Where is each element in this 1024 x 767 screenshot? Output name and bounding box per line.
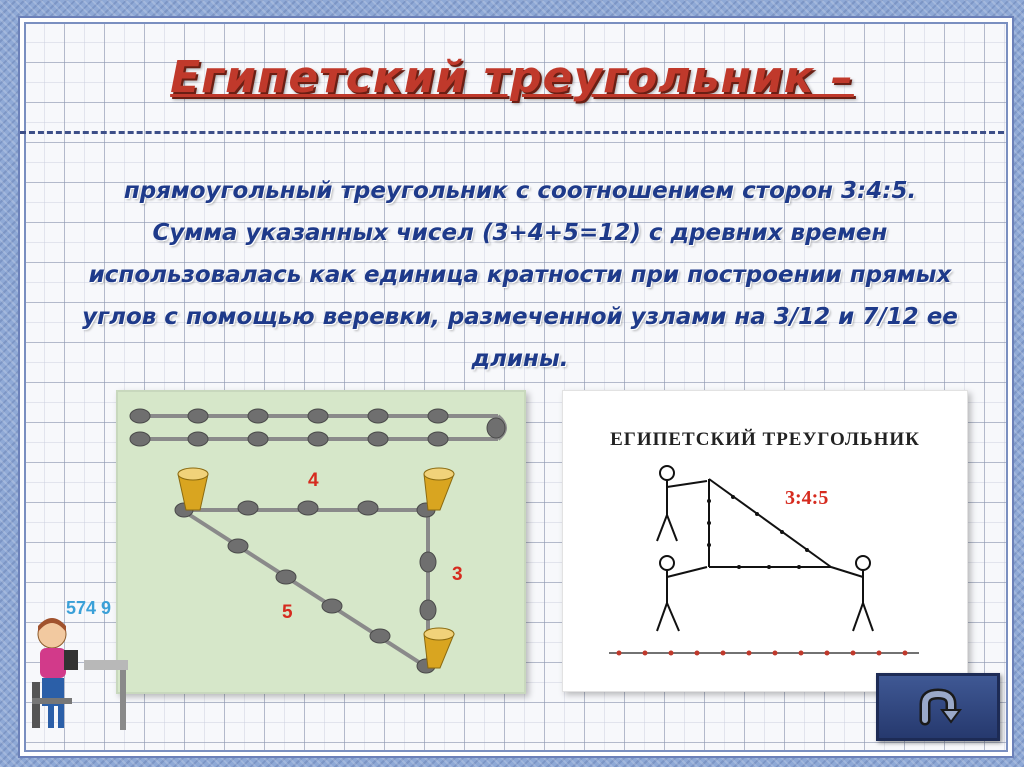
student-decoration	[24, 592, 128, 732]
diagram-title: ЕГИПЕТСКИЙ ТРЕУГОЛЬНИК	[610, 429, 920, 450]
diagram-drawing	[563, 391, 967, 691]
side-label-4: 4	[308, 470, 319, 491]
u-turn-arrow-icon	[879, 676, 997, 738]
side-label-3: 3	[452, 564, 463, 585]
floating-digits: 574 9	[66, 598, 112, 618]
student-icon	[24, 592, 128, 732]
rope-triangle-image	[116, 390, 526, 694]
slide-description: прямоугольный треугольник с соотношением сторон 3:4:5. Сумма указанных чисел (3+4+5=12) с древних времен использовалась как единица кратности при построении прямых углов с помощью веревки, размеченной узлами на 3/12 и 7/12 ее длины.	[82, 178, 958, 372]
egyptian-triangle-diagram	[562, 390, 968, 692]
title-divider	[20, 131, 1004, 134]
side-label-5: 5	[282, 602, 293, 623]
slide-title: Египетский треугольник –	[170, 52, 854, 103]
diagram-ratio: 3:4:5	[785, 487, 829, 509]
rope-illustration	[118, 392, 524, 692]
back-button[interactable]	[876, 673, 1000, 741]
